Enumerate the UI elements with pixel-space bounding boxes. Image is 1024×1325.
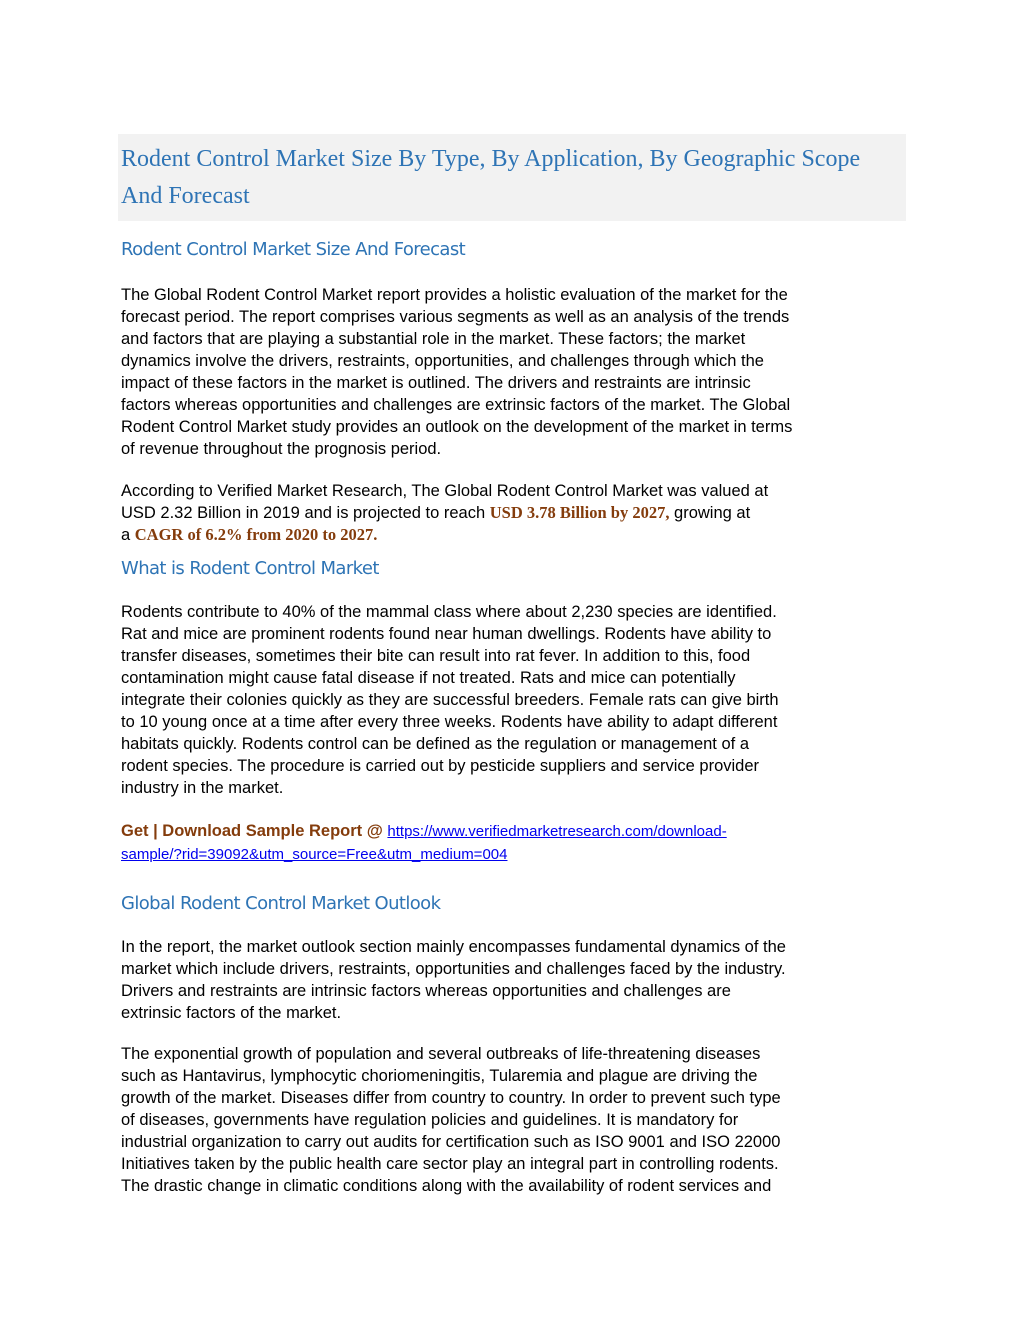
sample-report-label: Get | Download Sample Report @ [121, 822, 388, 840]
text-line: contamination might cause fatal disease if not treated. Rats and mice can potentially [121, 669, 736, 687]
title-line-1: Rodent Control Market Size By Type, By Application, By Geographic Scope [121, 146, 861, 172]
heading-market-size: Rodent Control Market Size And Forecast [121, 239, 466, 260]
text-line: to 10 young once at a time after every three weeks. Rodents have ability to adapt different [121, 713, 778, 731]
title-line-2: And Forecast [121, 183, 250, 209]
text-line: Rodent Control Market study provides an outlook on the development of the market in terms [121, 418, 793, 436]
link-text[interactable]: https://www.verifiedmarketresearch.com/download- [387, 823, 727, 840]
paragraph-what-is [121, 601, 911, 799]
text-line: factors whereas opportunities and challenges are extrinsic factors of the market. The Global [121, 396, 791, 414]
sample-report-line [121, 820, 911, 866]
text-line: extrinsic factors of the market. [121, 1004, 342, 1022]
text-line: Rat and mice are prominent rodents found near human dwellings. Rodents have ability to [121, 625, 772, 643]
paragraph-valuation [121, 480, 911, 546]
page-title [121, 141, 901, 215]
text-line: transfer diseases, sometimes their bite can result into rat fever. In addition to this, food [121, 647, 751, 665]
text-line: According to Verified Market Research, The Global Rodent Control Market was valued at [121, 482, 769, 500]
text-line: dynamics involve the drivers, restraints, opportunities, and challenges through which the [121, 352, 764, 370]
heading-outlook: Global Rodent Control Market Outlook [121, 893, 441, 914]
text-line: growth of the market. Diseases differ from country to country. In order to prevent such type [121, 1089, 781, 1107]
heading-what-is: What is Rodent Control Market [121, 558, 379, 579]
text-line: of revenue throughout the prognosis period. [121, 440, 442, 458]
text-line: The exponential growth of population and several outbreaks of life-threatening diseases [121, 1045, 761, 1063]
text-line: Initiatives taken by the public health care sector play an integral part in controlling rodents. [121, 1155, 779, 1173]
text-line: impact of these factors in the market is outlined. The drivers and restraints are intrinsic [121, 374, 751, 392]
text-line: such as Hantavirus, lymphocytic choriomeningitis, Tularemia and plague are driving the [121, 1067, 758, 1085]
text-line: and factors that are playing a substantial role in the market. These factors; the market [121, 330, 746, 348]
text-line: In the report, the market outlook section mainly encompasses fundamental dynamics of the [121, 938, 786, 956]
paragraph-growth [121, 1043, 911, 1197]
paragraph-overview [121, 284, 911, 460]
title-box [118, 134, 906, 221]
text-line: Drivers and restraints are intrinsic factors whereas opportunities and challenges are [121, 982, 731, 1000]
text-line: growing at [669, 504, 751, 522]
text-line: habitats quickly. Rodents control can be defined as the regulation or management of a [121, 735, 749, 753]
text-line: The drastic change in climatic conditions along with the availability of rodent services and [121, 1177, 772, 1195]
text-line: rodent species. The procedure is carried out by pesticide suppliers and service provider [121, 757, 760, 775]
text-line: a [121, 526, 135, 544]
text-line: industry in the market. [121, 779, 284, 797]
text-line: Rodents contribute to 40% of the mammal class where about 2,230 species are identified. [121, 603, 777, 621]
text-line: USD 2.32 Billion in 2019 and is projected to reach [121, 504, 490, 522]
link-text[interactable]: sample/?rid=39092&utm_source=Free&utm_medium=004 [121, 846, 508, 863]
highlight-forecast-value: USD 3.78 Billion by 2027, [489, 503, 670, 522]
text-line: forecast period. The report comprises various segments as well as an analysis of the trends [121, 308, 790, 326]
text-line: market which include drivers, restraints, opportunities and challenges faced by the industry. [121, 960, 786, 978]
highlight-cagr: CAGR of 6.2% from 2020 to 2027. [134, 525, 378, 544]
paragraph-outlook [121, 936, 911, 1024]
text-line: of diseases, governments have regulation policies and guidelines. It is mandatory for [121, 1111, 739, 1129]
text-line: The Global Rodent Control Market report provides a holistic evaluation of the market for the [121, 286, 788, 304]
text-line: industrial organization to carry out audits for certification such as ISO 9001 and ISO 22000 [121, 1133, 781, 1151]
text-line: integrate their colonies quickly as they are successful breeders. Female rats can give birth [121, 691, 779, 709]
